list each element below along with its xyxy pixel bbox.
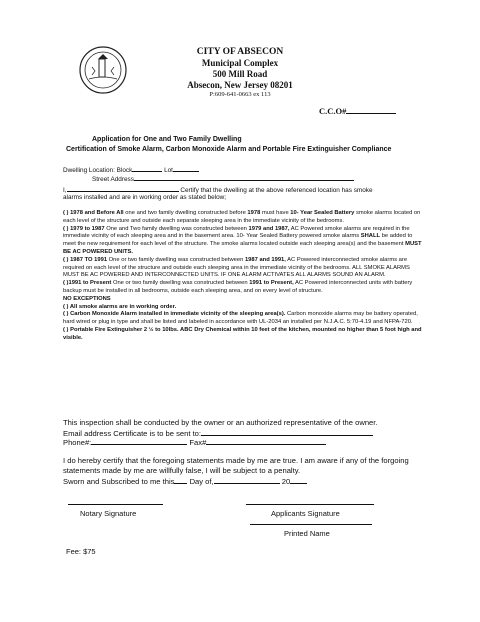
requirements-block — [63, 210, 423, 343]
block-field[interactable] — [132, 164, 162, 172]
cco-field[interactable] — [319, 106, 396, 116]
complex-name: Municipal Complex — [201, 58, 279, 68]
cco-line[interactable] — [346, 106, 396, 114]
req-1978: ( ) 1978 and Before All one and two family dwelling constructed before 1978 must have 10- Year Sealed Battery smoke alarms located on each level of the structure and outside each separate sleeping area in the immediate vicinity of the bedrooms. — [63, 210, 421, 224]
month-field[interactable] — [214, 476, 280, 484]
block-label: Dwelling Location: Block — [63, 167, 133, 174]
applicant-signature-line[interactable] — [246, 504, 374, 505]
inspection-note: This inspection shall be conducted by the owner or an authorized representative of the owner. — [63, 418, 378, 427]
applicant-label: Applicants Signature — [271, 509, 340, 518]
form-subtitle: Certification of Smoke Alarm, Carbon Monoxide Alarm and Portable Fire Extinguisher Compliance — [66, 146, 392, 153]
sworn-label: Sworn and Subscribed to me this — [63, 477, 175, 486]
sworn-row — [63, 476, 307, 487]
street-field[interactable] — [134, 173, 354, 181]
req-1991-present: ( )1991 to Present One or two family dwelling was constructed between 1991 to Present, AC Powered interconnected units with battery backup must be installed in all bedrooms, outside each sleeping area, and on every level of structure. — [63, 280, 413, 294]
affirm-line-1: I do hereby certify that the foregoing statements made by me are true. I am aware if any of the forgoing — [63, 456, 409, 465]
form-title: Application for One and Two Family Dwelling — [92, 136, 242, 143]
lot-label: Lot — [164, 167, 173, 174]
notary-signature-line[interactable] — [68, 504, 163, 505]
year-field[interactable] — [290, 476, 307, 484]
printed-name-label: Printed Name — [284, 529, 330, 538]
certify-prefix: I, — [63, 187, 67, 194]
certify-text-2: alarms installed and are in working order as stated below; — [63, 194, 227, 201]
name-field[interactable] — [67, 184, 179, 192]
working-order-check: ( ) All smoke alarms are in working order. — [63, 303, 177, 310]
co-alarm-check: ( ) Carbon Monoxide Alarm installed in immediate vicinity of the sleeping area(s). Carbon monoxide alarms may be battery operated, hard wired or plug in type and shall be listed and labeled in accordance with UL-2034 an installed per N.J.A.C. 5:70-4.19 and NFPA-720. — [63, 311, 418, 326]
cco-label: C.C.O# — [319, 106, 347, 116]
phone-number: P:609-641-0663 ex 113 — [209, 91, 271, 98]
city-name: CITY OF ABSECON — [196, 47, 284, 57]
fax-label: Fax# — [189, 438, 207, 447]
email-label: Email address Certificate is to be sent to: — [63, 429, 202, 438]
certify-text: Certify that the dwelling at the above referenced location has smoke — [180, 187, 373, 194]
phone-fax-row — [63, 437, 326, 448]
street-address: 500 Mill Road — [212, 69, 268, 79]
street-row — [92, 173, 354, 184]
req-1979-1987: ( ) 1979 to 1987 One and Two family dwelling was constructed between 1979 and 1987, AC Powered smoke alarms are required in the immediate vicinity of each sleeping area and in the basement area. 10- Year Sealed Battery powered smoke alarms SHALL be added to meet the new requirement for each level of the structure. The smoke alarms located outside each sleeping area(s) and the basement MUST BE AC POWERED UNITS. — [63, 225, 422, 255]
printed-name-line[interactable] — [250, 524, 372, 525]
day-of-label: Day of, — [189, 477, 214, 486]
fax-field[interactable] — [206, 437, 326, 445]
city-seal-icon — [78, 45, 128, 95]
req-1987-1991: ( ) 1987 TO 1991 One or two family dwelling was constructed between 1987 and 1991, AC Powered interconnected smoke alarms are required on each level of the structure and outside each sleeping area in the immediate vicinity of the bedrooms. ALL SMOKE ALARMS MUST BE AC POWERED AND INTERCONNECTED UNITS. IF ONE ALARM ACTIVATES ALL ALARMS SOUND AN ALARM. — [63, 256, 410, 279]
affirm-line-2: statements made by me are willfully false, I will be subject to a penalty. — [63, 466, 301, 475]
street-label: Street Address — [92, 176, 134, 183]
phone-label: Phone#: — [63, 438, 92, 447]
extinguisher-check: ( ) Portable Fire Extinguisher 2 ½ to 10lbs. ABC Dry Chemical within 10 feet of the kitchen, mounted no higher than 5 foot high and visible. — [63, 326, 422, 341]
year-label: 20 — [281, 477, 291, 486]
no-exceptions: NO EXCEPTIONS — [63, 295, 111, 302]
day-field[interactable] — [174, 476, 187, 484]
city-state: Absecon, New Jersey 08201 — [187, 80, 293, 90]
phone-field[interactable] — [91, 437, 187, 445]
fee-text: Fee: $75 — [66, 547, 96, 556]
notary-label: Notary Signature — [80, 509, 137, 518]
email-field[interactable] — [201, 428, 373, 436]
lot-field[interactable] — [173, 164, 199, 172]
